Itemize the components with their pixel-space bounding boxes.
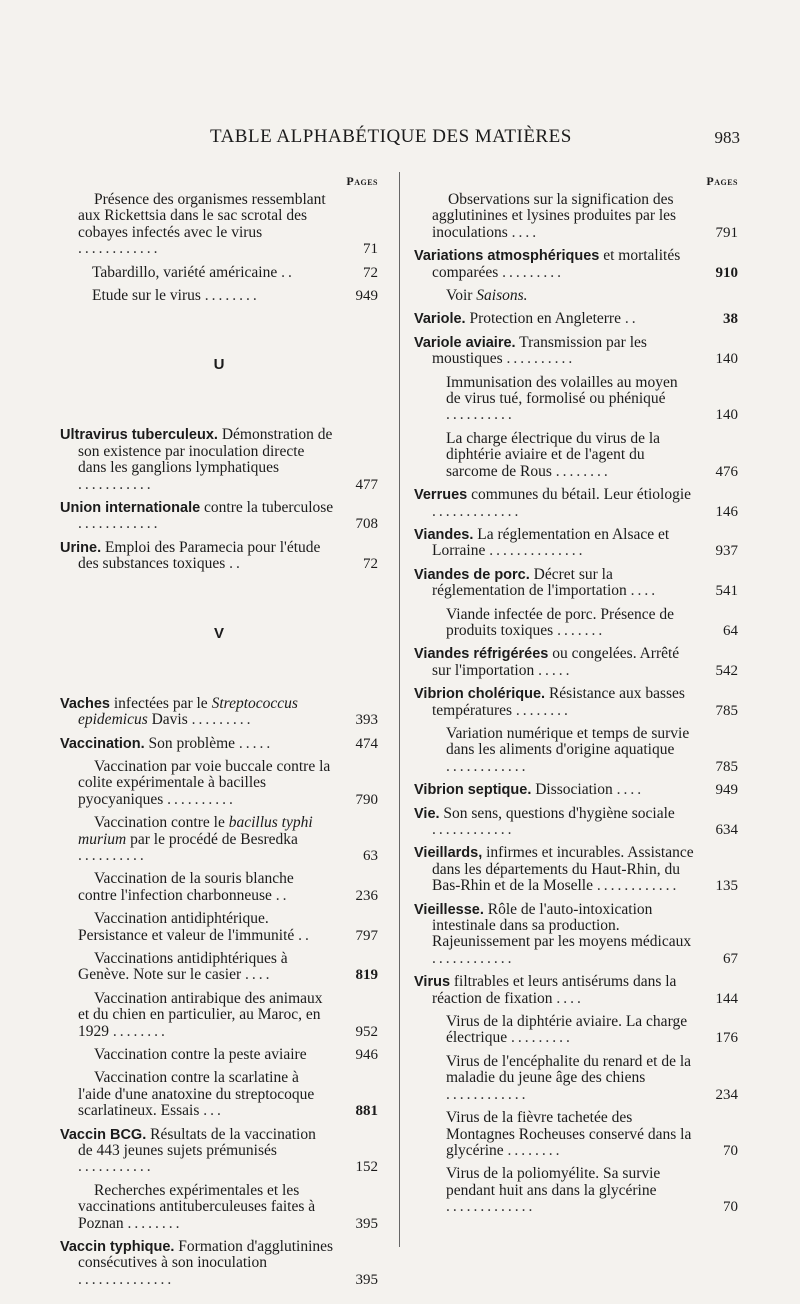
index-entry: Virus de la fièvre tachetée des Montagnes Rocheuses conservé dans la glycérine ........ 70: [446, 1109, 738, 1159]
index-entry: Vaccination de la souris blanche contre l'infection charbonneuse .. 236: [78, 870, 378, 904]
page-ref: 937: [715, 543, 738, 560]
left-column: [60, 170, 378, 1295]
index-entry: Verrues communes du bétail. Leur étiologie ............. 146: [414, 486, 738, 520]
page-ref: 234: [715, 1086, 738, 1103]
page-ref: 140: [715, 407, 738, 424]
right-entries: [414, 192, 738, 1216]
page-ref: 395: [355, 1271, 378, 1288]
page-ref: 785: [715, 758, 738, 775]
index-entry: Virus de l'encéphalite du renard et de la maladie du jeune âge des chiens ............ 234: [446, 1052, 738, 1103]
index-entry: Viandes. La réglementation en Alsace et Lorraine .............. 937: [414, 525, 738, 560]
letter-heading-v: V: [213, 624, 224, 642]
page-ref: 910: [715, 264, 738, 281]
index-entry: Virus de la diphtérie aviaire. La charge électrique ......... 176: [446, 1013, 738, 1047]
page-ref: 70: [723, 1199, 738, 1216]
index-entry: Etude sur le virus ........ 949: [92, 287, 378, 305]
page-ref: 176: [715, 1030, 738, 1047]
page-ref: 63: [363, 847, 378, 864]
index-entry: Vaccination par voie buccale contre la colite expérimentale à bacilles pyocyaniques .......... 790: [78, 757, 378, 808]
page-ref: 72: [363, 556, 378, 573]
page-ref: 71: [363, 241, 378, 258]
index-entry: Variole. Protection en Angleterre .. 38: [414, 310, 738, 328]
page-ref: 67: [723, 950, 738, 967]
page-number: 983: [714, 128, 740, 147]
index-entry: Vaccin typhique. Formation d'agglutinines consécutives à son inoculation .............. 395: [60, 1238, 378, 1288]
right-column: [414, 170, 738, 1223]
page-ref: 791: [715, 224, 738, 241]
index-entry: Présence des organismes ressemblant aux Rickettsia dans le sac scrotal des cobayes infectés avec le virus ............ 71: [78, 191, 378, 258]
page-ref: 819: [355, 967, 378, 984]
index-entry: Vieillesse. Rôle de l'auto-intoxication intestinale dans sa production. Rajeunissement par les moyens médicaux ............ 67: [414, 900, 738, 967]
page-title: TABLE ALPHABÉTIQUE DES MATIÈRES: [210, 126, 572, 147]
page-ref: 952: [355, 1023, 378, 1040]
index-entry: Immunisation des volailles au moyen de virus tué, formolisé ou phéniqué .......... 140: [446, 373, 738, 424]
index-entry: Ultravirus tuberculeux. Démonstration de son existence par inoculation directe dans les ganglions lymphatiques ........... 477: [60, 426, 378, 493]
page-ref: 144: [715, 990, 738, 1007]
index-entry: Vaccination antirabique des animaux et du chien en particulier, au Maroc, en 1929 ........ 952: [78, 989, 378, 1040]
page-ref: 146: [715, 503, 738, 520]
page-ref: 790: [355, 791, 378, 808]
page-ref: 474: [355, 735, 378, 752]
page-ref: 949: [355, 288, 378, 305]
index-entry: Recherches expérimentales et les vaccinations antituberculeuses faites à Poznan ........ 395: [78, 1181, 378, 1232]
page-ref: 236: [355, 887, 378, 904]
index-entry: Virus filtrables et leurs antisérums dans la réaction de fixation .... 144: [414, 973, 738, 1007]
index-entry: Vaccination contre la peste aviaire 946: [94, 1046, 378, 1063]
index-entry: Virus de la poliomyélite. Sa survie pendant huit ans dans la glycérine ............. 70: [446, 1165, 738, 1216]
index-entry: Vibrion cholérique. Résistance aux basses températures ........ 785: [414, 685, 738, 719]
index-entry: Observations sur la signification des agglutinines et lysines produites par les inoculations .... 791: [432, 191, 738, 241]
page-ref: 946: [355, 1047, 378, 1063]
index-entry: Viandes réfrigérées ou congelées. Arrêté sur l'importation ..... 542: [414, 645, 738, 679]
page-ref: 634: [715, 822, 738, 838]
index-entry: Voir Saisons.: [446, 287, 528, 305]
page-ref: 708: [355, 516, 378, 533]
index-entry: Vieillards, infirmes et incurables. Assistance dans les départements du Haut-Rhin, du Bas-Rhin et de la Moselle ............ 135: [414, 844, 738, 895]
page-ref: 395: [355, 1215, 378, 1232]
page-ref: 797: [355, 927, 378, 944]
index-entry: Vibrion septique. Dissociation .... 949: [414, 781, 738, 799]
page-ref: 476: [715, 463, 738, 480]
pages-label: Pages: [346, 174, 378, 188]
index-entry: Tabardillo, variété américaine .. 72: [92, 263, 378, 281]
running-header: [0, 126, 800, 152]
index-entry: Variole aviaire. Transmission par les moustiques .......... 140: [414, 333, 738, 368]
index-entry: Vaccin BCG. Résultats de la vaccination de 443 jeunes sujets prémunisés ........... 152: [60, 1125, 378, 1176]
page-ref: 785: [715, 702, 738, 719]
index-entry: Vaccination. Son problème ..... 474: [60, 734, 378, 752]
page-ref: 541: [715, 583, 738, 600]
page-ref: 135: [715, 878, 738, 895]
index-entry: Union internationale contre la tuberculose ............ 708: [60, 499, 378, 533]
page-ref: 152: [355, 1159, 378, 1176]
page-ref: 393: [355, 712, 378, 729]
index-entry: Urine. Emploi des Paramecia pour l'étude des substances toxiques .. 72: [60, 538, 378, 573]
page-ref: 38: [723, 311, 738, 328]
index-entry: Variation numérique et temps de survie dans les aliments d'origine aquatique ............ 785: [446, 724, 738, 775]
column-divider: [399, 172, 400, 1247]
index-entry: Viande infectée de porc. Présence de produits toxiques ....... 64: [446, 605, 738, 639]
index-entry: La charge électrique du virus de la diphtérie aviaire et de l'agent du sarcome de Rous ........ 476: [446, 429, 738, 480]
page-ref: 72: [363, 264, 378, 281]
index-entry: Vaches infectées par le Streptococcus epidemicus Davis ......... 393: [60, 694, 378, 729]
page-ref: 542: [715, 662, 738, 679]
index-entry: Vie. Son sens, questions d'hygiène sociale ............ 634: [414, 804, 738, 838]
index-entry: Vaccinations antidiphtériques à Genève. Note sur le casier .... 819: [78, 949, 378, 984]
page-ref: 949: [715, 782, 738, 799]
page-ref: 70: [723, 1142, 738, 1159]
pages-label: Pages: [706, 174, 738, 188]
page-ref: 477: [355, 476, 378, 493]
index-entry: Vaccination contre la scarlatine à l'aide d'une anatoxine du streptocoque scarlatineux. Essais ... 881: [78, 1069, 378, 1120]
index-entry: Vaccination antidiphtérique. Persistance et valeur de l'immunité .. 797: [78, 910, 378, 944]
page-ref: 64: [723, 622, 738, 639]
index-entry: Viandes de porc. Décret sur la réglementation de l'importation .... 541: [414, 565, 738, 600]
page-ref: 140: [715, 351, 738, 368]
index-entry: Vaccination contre le bacillus typhi murium par le procédé de Besredka .......... 63: [78, 814, 378, 864]
letter-heading-u: U: [213, 356, 225, 374]
page-ref: 881: [355, 1103, 378, 1120]
index-entry: Variations atmosphériques et mortalités comparées ......... 910: [414, 247, 738, 281]
